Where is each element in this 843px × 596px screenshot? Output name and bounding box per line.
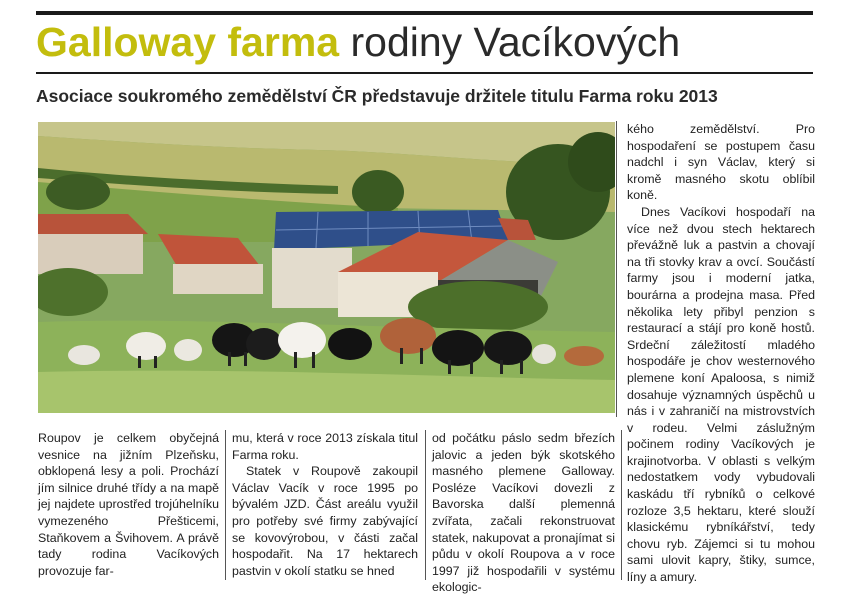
- title-rule: [36, 72, 813, 74]
- text-column-4: [627, 121, 815, 586]
- title-highlight: Galloway farma: [36, 19, 340, 65]
- column-divider: [621, 430, 622, 580]
- column-divider: [425, 430, 426, 580]
- text-column-2: [232, 430, 418, 579]
- title-rest: rodiny Vacíkových: [350, 19, 681, 65]
- paragraph: Dnes Vacíkovi hospodaří na více než dvou stech hektarech převážně luk a pastvin a chovají na tři stovky krav a ovcí. Součástí farmy jsou i moderní jatka, bourárna a prodejna masa. Před několika lety přibyl penzion s restaurací a stájí pro koně hostů. Srdeční záležitostí mladého hospodáře je chov westernového plemene koní Apaloosa, s nimiž dosahuje významných úspěchů u nás i v zahraničí na mistrovstvích v rodeu. Velmi záslužným počinem rodiny Vacíkových je krajinotvorba. V oblasti s velkým nedostatkem vody vybudovali kaskádu tří rybníků o celkové rozloze 3,5 hektaru, které slouží klasickému rybníkářství, tedy chovu ryb. Zájemci si tu mohou sami ulovit kapry, štiky, sumce, líny a amury.: [627, 204, 815, 585]
- column-divider: [616, 121, 617, 417]
- article-title: [36, 16, 680, 68]
- paragraph: Statek v Roupově zakoupil Václav Vacík v roce 1995 po bývalém JZD. Část areálu využil pro potřeby své firmy zabývající se kovovýrobou, v části začal hospodařit. Na 17 hektarech pastvin v okolí statku se hned: [232, 464, 418, 578]
- farm-photo: [38, 122, 615, 413]
- paragraph: kého zemědělství. Pro hospodaření se postupem času nadchl i syn Václav, který si kromě masného skotu oblíbil koně.: [627, 122, 815, 203]
- text-column-1: [38, 430, 219, 579]
- column-divider: [225, 430, 226, 580]
- paragraph: Roupov je celkem obyčejná vesnice na jižním Plzeňsku, obklopená lesy a poli. Prochází jím silnice druhé třídy a na mapě jej najdete uprostřed trojúhelníku vymezeného Přešticemi, Staňkovem a Švihovem. A právě tady rodina Vacíkových provozuje far-: [38, 431, 219, 578]
- farm-photo-illustration: [38, 122, 615, 413]
- top-rule: [36, 11, 813, 15]
- paragraph: mu, která v roce 2013 získala titul Farma roku.: [232, 431, 418, 462]
- text-column-3: [432, 430, 615, 596]
- paragraph: od počátku páslo sedm březích jalovic a jeden býk skotského masného plemene Galloway. Posléze Vacíkovi dovezli z Bavorska další plemenná zvířata, začali rekonstruovat statek, nakupovat a pronajímat si půdu v okolí Roupova a v roce 1997 již hospodařili v systému ekologic-: [432, 431, 615, 595]
- article-subtitle: Asociace soukromého zemědělství ČR představuje držitele titulu Farma roku 2013: [36, 86, 718, 106]
